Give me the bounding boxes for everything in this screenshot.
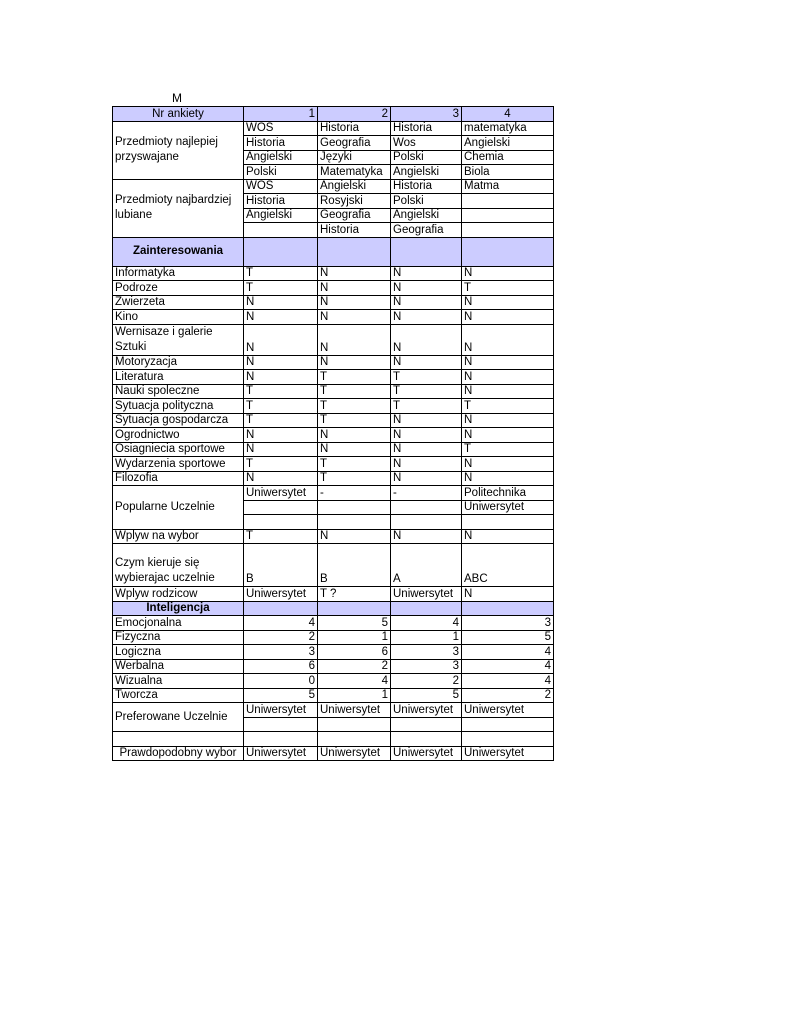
section-header-fill: [244, 237, 318, 266]
intelligence-row: [113, 630, 554, 645]
survey-number-header: 3: [391, 107, 462, 122]
preferred-unis-label: Preferowane Uczelnie: [113, 703, 244, 732]
value-cell: Historia: [318, 121, 391, 136]
interest-label: Sytuacja gospodarcza: [113, 413, 244, 428]
score-cell: 0: [244, 674, 318, 689]
value-cell: T: [244, 399, 318, 414]
score-cell: 4: [318, 674, 391, 689]
value-cell: [391, 717, 462, 732]
value-cell: Polski: [391, 150, 462, 165]
value-cell: N: [391, 355, 462, 370]
value-cell: N: [462, 355, 554, 370]
score-cell: 4: [462, 659, 554, 674]
column-header-label: Nr ankiety: [113, 107, 244, 122]
value-cell: N: [462, 266, 554, 281]
value-cell: N: [244, 295, 318, 310]
value-cell: N: [244, 428, 318, 443]
value-cell: [318, 500, 391, 515]
empty-cell: [391, 732, 462, 747]
value-cell: N: [318, 324, 391, 355]
score-cell: 4: [462, 645, 554, 660]
value-cell: N: [462, 310, 554, 325]
score-cell: 3: [244, 645, 318, 660]
value-cell: N: [462, 324, 554, 355]
value-cell: T: [391, 399, 462, 414]
value-cell: N: [462, 587, 554, 602]
value-cell: Angielski: [462, 136, 554, 151]
interest-label: Kino: [113, 310, 244, 325]
sheet-letter: M: [172, 91, 182, 105]
interest-row: [113, 295, 554, 310]
value-cell: Uniwersytet: [318, 746, 391, 761]
survey-number-header: 2: [318, 107, 391, 122]
value-cell: T: [244, 457, 318, 472]
intelligence-label: Fizyczna: [113, 630, 244, 645]
value-cell: T: [462, 399, 554, 414]
score-cell: 2: [462, 688, 554, 703]
value-cell: Uniwersytet: [391, 587, 462, 602]
header-row: [113, 107, 554, 122]
interest-label: Zwierzeta: [113, 295, 244, 310]
interest-label: Osiagniecia sportowe: [113, 442, 244, 457]
value-cell: N: [318, 529, 391, 544]
intelligence-label: Tworcza: [113, 688, 244, 703]
interest-label: Motoryzacja: [113, 355, 244, 370]
interest-row: [113, 355, 554, 370]
value-cell: N: [318, 266, 391, 281]
value-cell: Wos: [391, 136, 462, 151]
value-cell: N: [391, 428, 462, 443]
score-cell: 1: [318, 688, 391, 703]
value-cell: N: [318, 442, 391, 457]
section-header-fill: [244, 601, 318, 616]
intelligence-row: [113, 616, 554, 631]
blank-row: [113, 732, 554, 747]
value-cell: Rosyjski: [318, 194, 391, 209]
interest-row: [113, 399, 554, 414]
interest-row: [113, 310, 554, 325]
intelligence-row: [113, 645, 554, 660]
value-cell: Historia: [318, 223, 391, 238]
interest-row: [113, 413, 554, 428]
section-header-fill: [391, 601, 462, 616]
score-cell: 6: [244, 659, 318, 674]
value-cell: [391, 515, 462, 530]
value-cell: -: [391, 486, 462, 501]
value-cell: [244, 515, 318, 530]
value-cell: N: [462, 457, 554, 472]
value-cell: Polski: [391, 194, 462, 209]
section-header-row: [113, 601, 554, 616]
value-cell: N: [391, 442, 462, 457]
interest-label: Informatyka: [113, 266, 244, 281]
value-cell: N: [391, 295, 462, 310]
section-header-fill: [318, 237, 391, 266]
interest-row: [113, 442, 554, 457]
value-cell: T: [318, 384, 391, 399]
parents-row: [113, 587, 554, 602]
value-cell: N: [244, 370, 318, 385]
likely-choice-label: Prawdopodobny wybor: [113, 746, 244, 761]
value-cell: T: [318, 471, 391, 486]
value-cell: Geografia: [318, 208, 391, 223]
score-cell: 4: [462, 674, 554, 689]
value-cell: [462, 717, 554, 732]
value-cell: Angielski: [244, 150, 318, 165]
value-cell: N: [462, 370, 554, 385]
empty-cell: [113, 732, 244, 747]
value-cell: N: [462, 384, 554, 399]
criteria-label: Czym kieruje się wybierajac uczelnie: [113, 544, 244, 587]
value-cell: Uniwersytet: [244, 587, 318, 602]
value-cell: N: [318, 355, 391, 370]
value-cell: N: [391, 324, 462, 355]
influence-label: Wplyw na wybor: [113, 529, 244, 544]
interest-row: [113, 281, 554, 296]
value-cell: N: [244, 471, 318, 486]
value-cell: N: [318, 310, 391, 325]
value-cell: T: [244, 384, 318, 399]
intelligence-label: Wizualna: [113, 674, 244, 689]
value-cell: [462, 515, 554, 530]
value-cell: T: [244, 266, 318, 281]
value-cell: N: [391, 413, 462, 428]
interest-label: Filozofia: [113, 471, 244, 486]
value-cell: N: [391, 471, 462, 486]
interests-section-title: Zainteresowania: [113, 237, 244, 266]
value-cell: Uniwersytet: [391, 703, 462, 718]
table-row: [113, 121, 554, 136]
value-cell: N: [391, 281, 462, 296]
value-cell: T: [318, 399, 391, 414]
table-row: [113, 179, 554, 194]
value-cell: Uniwersytet: [244, 703, 318, 718]
value-cell: ABC: [462, 544, 554, 587]
score-cell: 2: [391, 674, 462, 689]
value-cell: [462, 223, 554, 238]
intelligence-row: [113, 659, 554, 674]
value-cell: Matma: [462, 179, 554, 194]
best-subjects-label: Przedmioty najlepiej przyswajane: [113, 121, 244, 179]
intelligence-label: Emocjonalna: [113, 616, 244, 631]
score-cell: 2: [318, 659, 391, 674]
value-cell: T ?: [318, 587, 391, 602]
score-cell: 3: [391, 659, 462, 674]
value-cell: [391, 500, 462, 515]
value-cell: Języki: [318, 150, 391, 165]
value-cell: Angielski: [244, 208, 318, 223]
value-cell: N: [318, 281, 391, 296]
value-cell: N: [391, 529, 462, 544]
table-row: [113, 703, 554, 718]
interest-row: [113, 428, 554, 443]
score-cell: 3: [391, 645, 462, 660]
score-cell: 4: [391, 616, 462, 631]
score-cell: 5: [391, 688, 462, 703]
score-cell: 5: [462, 630, 554, 645]
value-cell: T: [391, 370, 462, 385]
value-cell: Uniwersytet: [391, 746, 462, 761]
interest-row: [113, 324, 554, 355]
value-cell: [244, 717, 318, 732]
value-cell: [462, 194, 554, 209]
influence-row: [113, 529, 554, 544]
value-cell: N: [391, 457, 462, 472]
interest-label: Wydarzenia sportowe: [113, 457, 244, 472]
liked-subjects-label: Przedmioty najbardziej lubiane: [113, 179, 244, 237]
value-cell: Geografia: [391, 223, 462, 238]
value-cell: Chemia: [462, 150, 554, 165]
value-cell: Uniwersytet: [462, 703, 554, 718]
interest-label: Nauki spoleczne: [113, 384, 244, 399]
value-cell: matematyka: [462, 121, 554, 136]
interest-label: Podroze: [113, 281, 244, 296]
value-cell: T: [244, 281, 318, 296]
value-cell: Uniwersytet: [244, 486, 318, 501]
value-cell: Historia: [391, 121, 462, 136]
interest-label: Ogrodnictwo: [113, 428, 244, 443]
interest-label: Sytuacja polityczna: [113, 399, 244, 414]
value-cell: Historia: [244, 194, 318, 209]
value-cell: T: [462, 281, 554, 296]
empty-cell: [244, 732, 318, 747]
value-cell: N: [462, 529, 554, 544]
score-cell: 3: [462, 616, 554, 631]
intelligence-section-title: Inteligencja: [113, 601, 244, 616]
value-cell: WOS: [244, 121, 318, 136]
interest-row: [113, 370, 554, 385]
intelligence-label: Logiczna: [113, 645, 244, 660]
value-cell: [244, 223, 318, 238]
value-cell: N: [244, 324, 318, 355]
value-cell: Geografia: [318, 136, 391, 151]
value-cell: N: [391, 266, 462, 281]
interest-label: Wernisaze i galerie Sztuki: [113, 324, 244, 355]
value-cell: Uniwersytet: [318, 703, 391, 718]
parents-influence-label: Wplyw rodzicow: [113, 587, 244, 602]
value-cell: [462, 208, 554, 223]
score-cell: 6: [318, 645, 391, 660]
value-cell: N: [244, 442, 318, 457]
intelligence-row: [113, 688, 554, 703]
value-cell: N: [462, 428, 554, 443]
criteria-row: [113, 544, 554, 587]
interest-row: [113, 384, 554, 399]
value-cell: Politechnika: [462, 486, 554, 501]
interest-row: [113, 471, 554, 486]
value-cell: Matematyka: [318, 165, 391, 180]
intelligence-label: Werbalna: [113, 659, 244, 674]
intelligence-row: [113, 674, 554, 689]
survey-number-header: 4: [462, 107, 554, 122]
value-cell: Uniwersytet: [244, 746, 318, 761]
value-cell: N: [318, 295, 391, 310]
survey-number-header: 1: [244, 107, 318, 122]
likely-choice-row: [113, 746, 554, 761]
score-cell: 1: [391, 630, 462, 645]
survey-table: [112, 106, 554, 761]
value-cell: -: [318, 486, 391, 501]
section-header-fill: [318, 601, 391, 616]
value-cell: T: [391, 384, 462, 399]
value-cell: Angielski: [318, 179, 391, 194]
empty-cell: [318, 732, 391, 747]
section-header-fill: [462, 237, 554, 266]
value-cell: N: [462, 471, 554, 486]
value-cell: A: [391, 544, 462, 587]
value-cell: Uniwersytet: [462, 500, 554, 515]
value-cell: [318, 717, 391, 732]
value-cell: [318, 515, 391, 530]
value-cell: T: [244, 413, 318, 428]
value-cell: N: [244, 355, 318, 370]
value-cell: T: [318, 370, 391, 385]
value-cell: N: [318, 428, 391, 443]
value-cell: B: [318, 544, 391, 587]
value-cell: T: [318, 413, 391, 428]
score-cell: 5: [244, 688, 318, 703]
value-cell: N: [462, 413, 554, 428]
value-cell: Biola: [462, 165, 554, 180]
value-cell: Polski: [244, 165, 318, 180]
value-cell: Angielski: [391, 208, 462, 223]
value-cell: N: [391, 310, 462, 325]
score-cell: 5: [318, 616, 391, 631]
value-cell: N: [462, 295, 554, 310]
interest-row: [113, 457, 554, 472]
score-cell: 4: [244, 616, 318, 631]
value-cell: Historia: [244, 136, 318, 151]
value-cell: B: [244, 544, 318, 587]
score-cell: 1: [318, 630, 391, 645]
section-header-row: [113, 237, 554, 266]
value-cell: T: [244, 529, 318, 544]
value-cell: Angielski: [391, 165, 462, 180]
value-cell: N: [244, 310, 318, 325]
section-header-fill: [462, 601, 554, 616]
value-cell: T: [462, 442, 554, 457]
value-cell: WOS: [244, 179, 318, 194]
popular-unis-label: Popularne Uczelnie: [113, 486, 244, 530]
section-header-fill: [391, 237, 462, 266]
interest-label: Literatura: [113, 370, 244, 385]
value-cell: Uniwersytet: [462, 746, 554, 761]
value-cell: T: [318, 457, 391, 472]
score-cell: 2: [244, 630, 318, 645]
interest-row: [113, 266, 554, 281]
table-row: [113, 486, 554, 501]
empty-cell: [462, 732, 554, 747]
value-cell: [244, 500, 318, 515]
value-cell: Historia: [391, 179, 462, 194]
